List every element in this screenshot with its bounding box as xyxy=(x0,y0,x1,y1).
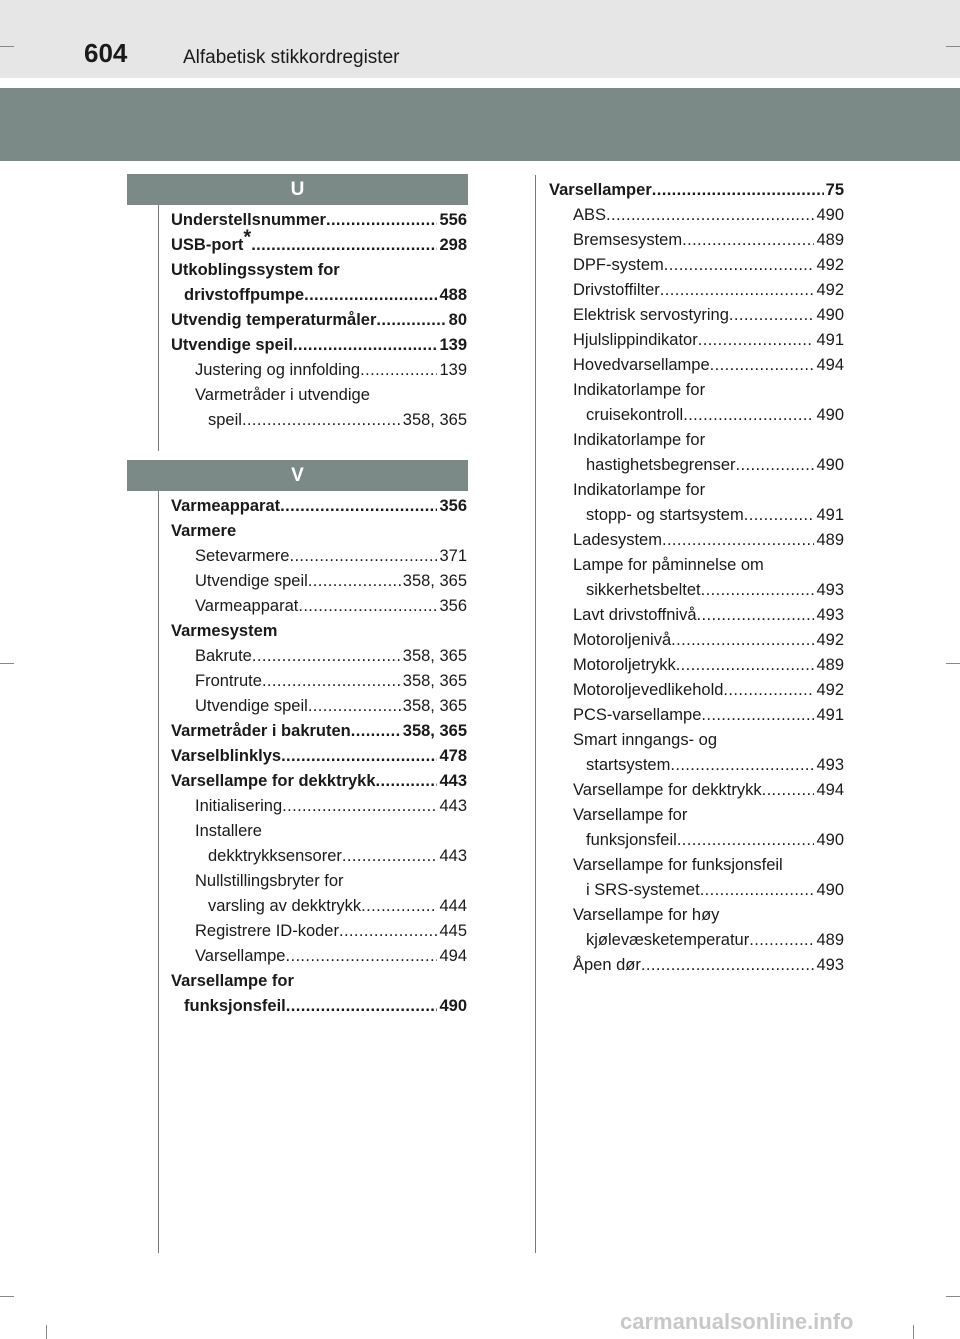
index-entry: Varmesystem xyxy=(171,622,278,640)
section-header-v: V xyxy=(127,460,468,491)
index-entry: Varmeapparat ..... 356 xyxy=(171,494,467,519)
index-entry: USB-port* ..... 298 xyxy=(171,233,467,258)
left-column-rule xyxy=(158,491,159,1253)
index-subentry: startsystem ..... 493 xyxy=(586,753,844,778)
crop-mark xyxy=(946,663,960,664)
index-subentry: dekktrykksensorer ..... 443 xyxy=(208,844,467,869)
index-entry: Utvendig temperaturmåler ..... 80 xyxy=(171,308,467,333)
index-subentry: Motoroljetrykk ..... 489 xyxy=(573,653,844,678)
index-subentry: Frontrute ..... 358, 365 xyxy=(195,669,467,694)
index-subentry: Installere xyxy=(195,822,262,840)
index-subentry: Motoroljenivå ..... 492 xyxy=(573,628,844,653)
index-subentry: i SRS-systemet ..... 490 xyxy=(586,878,844,903)
index-subentry: Utvendige speil ..... 358, 365 xyxy=(195,694,467,719)
crop-mark xyxy=(0,663,14,664)
crop-mark xyxy=(913,1325,914,1339)
crop-mark xyxy=(0,1296,14,1297)
index-entry: Varselblinklys ..... 478 xyxy=(171,744,467,769)
index-subentry: Registrere ID-koder ..... 445 xyxy=(195,919,467,944)
index-subentry: Varsellampe for dekktrykk ..... 494 xyxy=(573,778,844,803)
index-subentry: Ladesystem ..... 489 xyxy=(573,528,844,553)
index-subentry: Hjulslippindikator ..... 491 xyxy=(573,328,844,353)
index-entry: Varsellamper ..... 75 xyxy=(549,178,844,203)
index-subentry: stopp- og startsystem ..... 491 xyxy=(586,503,844,528)
index-subentry: Utvendige speil ..... 358, 365 xyxy=(195,569,467,594)
index-subentry: varsling av dekktrykk ..... 444 xyxy=(208,894,467,919)
index-subentry: Hovedvarsellampe ..... 494 xyxy=(573,353,844,378)
watermark: carmanualsonline.info xyxy=(620,1309,854,1334)
index-subentry: PCS-varsellampe ..... 491 xyxy=(573,703,844,728)
index-subentry: Indikatorlampe for xyxy=(573,381,706,399)
footnote-star: * xyxy=(243,226,252,249)
index-subentry: Varsellampe for høy xyxy=(573,906,720,924)
index-subentry: Elektrisk servostyring ..... 490 xyxy=(573,303,844,328)
index-subentry: Bakrute ..... 358, 365 xyxy=(195,644,467,669)
index-subentry: Varsellampe for funksjonsfeil xyxy=(573,856,783,874)
index-entry: Utvendige speil ..... 139 xyxy=(171,333,467,358)
crop-mark xyxy=(0,46,14,47)
index-subentry: Lampe for påminnelse om xyxy=(573,556,764,574)
index-entry: Understellsnummer ..... 556 xyxy=(171,208,467,233)
index-subentry: Indikatorlampe for xyxy=(573,431,706,449)
index-subentry: Smart inngangs- og xyxy=(573,731,717,749)
index-subentry: Bremsesystem ..... 489 xyxy=(573,228,844,253)
index-subentry: funksjonsfeil ..... 490 xyxy=(586,828,844,853)
index-subentry: Indikatorlampe for xyxy=(573,481,706,499)
index-subentry: Initialisering ..... 443 xyxy=(195,794,467,819)
index-subentry: Varmetråder i utvendige xyxy=(195,386,370,404)
index-subentry: Varsellampe for xyxy=(573,806,688,824)
index-subentry: hastighetsbegrenser ..... 490 xyxy=(586,453,844,478)
index-entry: Varsellampe for dekktrykk ..... 443 xyxy=(171,769,467,794)
index-subentry: Nullstillingsbryter for xyxy=(195,872,344,890)
page-title: Alfabetisk stikkordregister xyxy=(183,47,400,68)
index-subentry: Åpen dør ..... 493 xyxy=(573,953,844,978)
crop-mark xyxy=(46,1325,47,1339)
index-subentry: sikkerhetsbeltet ..... 493 xyxy=(586,578,844,603)
index-entry: Varsellampe for xyxy=(171,972,294,990)
index-subentry: kjølevæsketemperatur ..... 489 xyxy=(586,928,844,953)
index-entry: funksjonsfeil ..... 490 xyxy=(184,994,467,1019)
decorative-band xyxy=(0,88,960,161)
left-column-rule xyxy=(158,205,159,451)
index-subentry: DPF-system ..... 492 xyxy=(573,253,844,278)
crop-mark xyxy=(946,46,960,47)
middle-column-rule xyxy=(535,175,536,1253)
index-subentry: Varmeapparat ..... 356 xyxy=(195,594,467,619)
page-number: 604 xyxy=(84,38,128,68)
index-entry: Varmere xyxy=(171,522,237,540)
index-subentry: Justering og innfolding ..... 139 xyxy=(195,358,467,383)
index-subentry: speil ..... 358, 365 xyxy=(208,408,467,433)
index-subentry: Varsellampe ..... 494 xyxy=(195,944,467,969)
index-subentry: cruisekontroll ..... 490 xyxy=(586,403,844,428)
index-subentry: Lavt drivstoffnivå ..... 493 xyxy=(573,603,844,628)
index-entry: drivstoffpumpe ..... 488 xyxy=(184,283,467,308)
header-band xyxy=(0,0,960,78)
index-subentry: Drivstoffilter ..... 492 xyxy=(573,278,844,303)
index-entry: Varmetråder i bakruten ..... 358, 365 xyxy=(171,719,467,744)
index-subentry: Setevarmere ..... 371 xyxy=(195,544,467,569)
crop-mark xyxy=(946,1296,960,1297)
section-header-u: U xyxy=(127,174,468,205)
index-subentry: Motoroljevedlikehold ..... 492 xyxy=(573,678,844,703)
index-entry: Utkoblingssystem for xyxy=(171,261,340,279)
index-subentry: ABS ..... 490 xyxy=(573,203,844,228)
